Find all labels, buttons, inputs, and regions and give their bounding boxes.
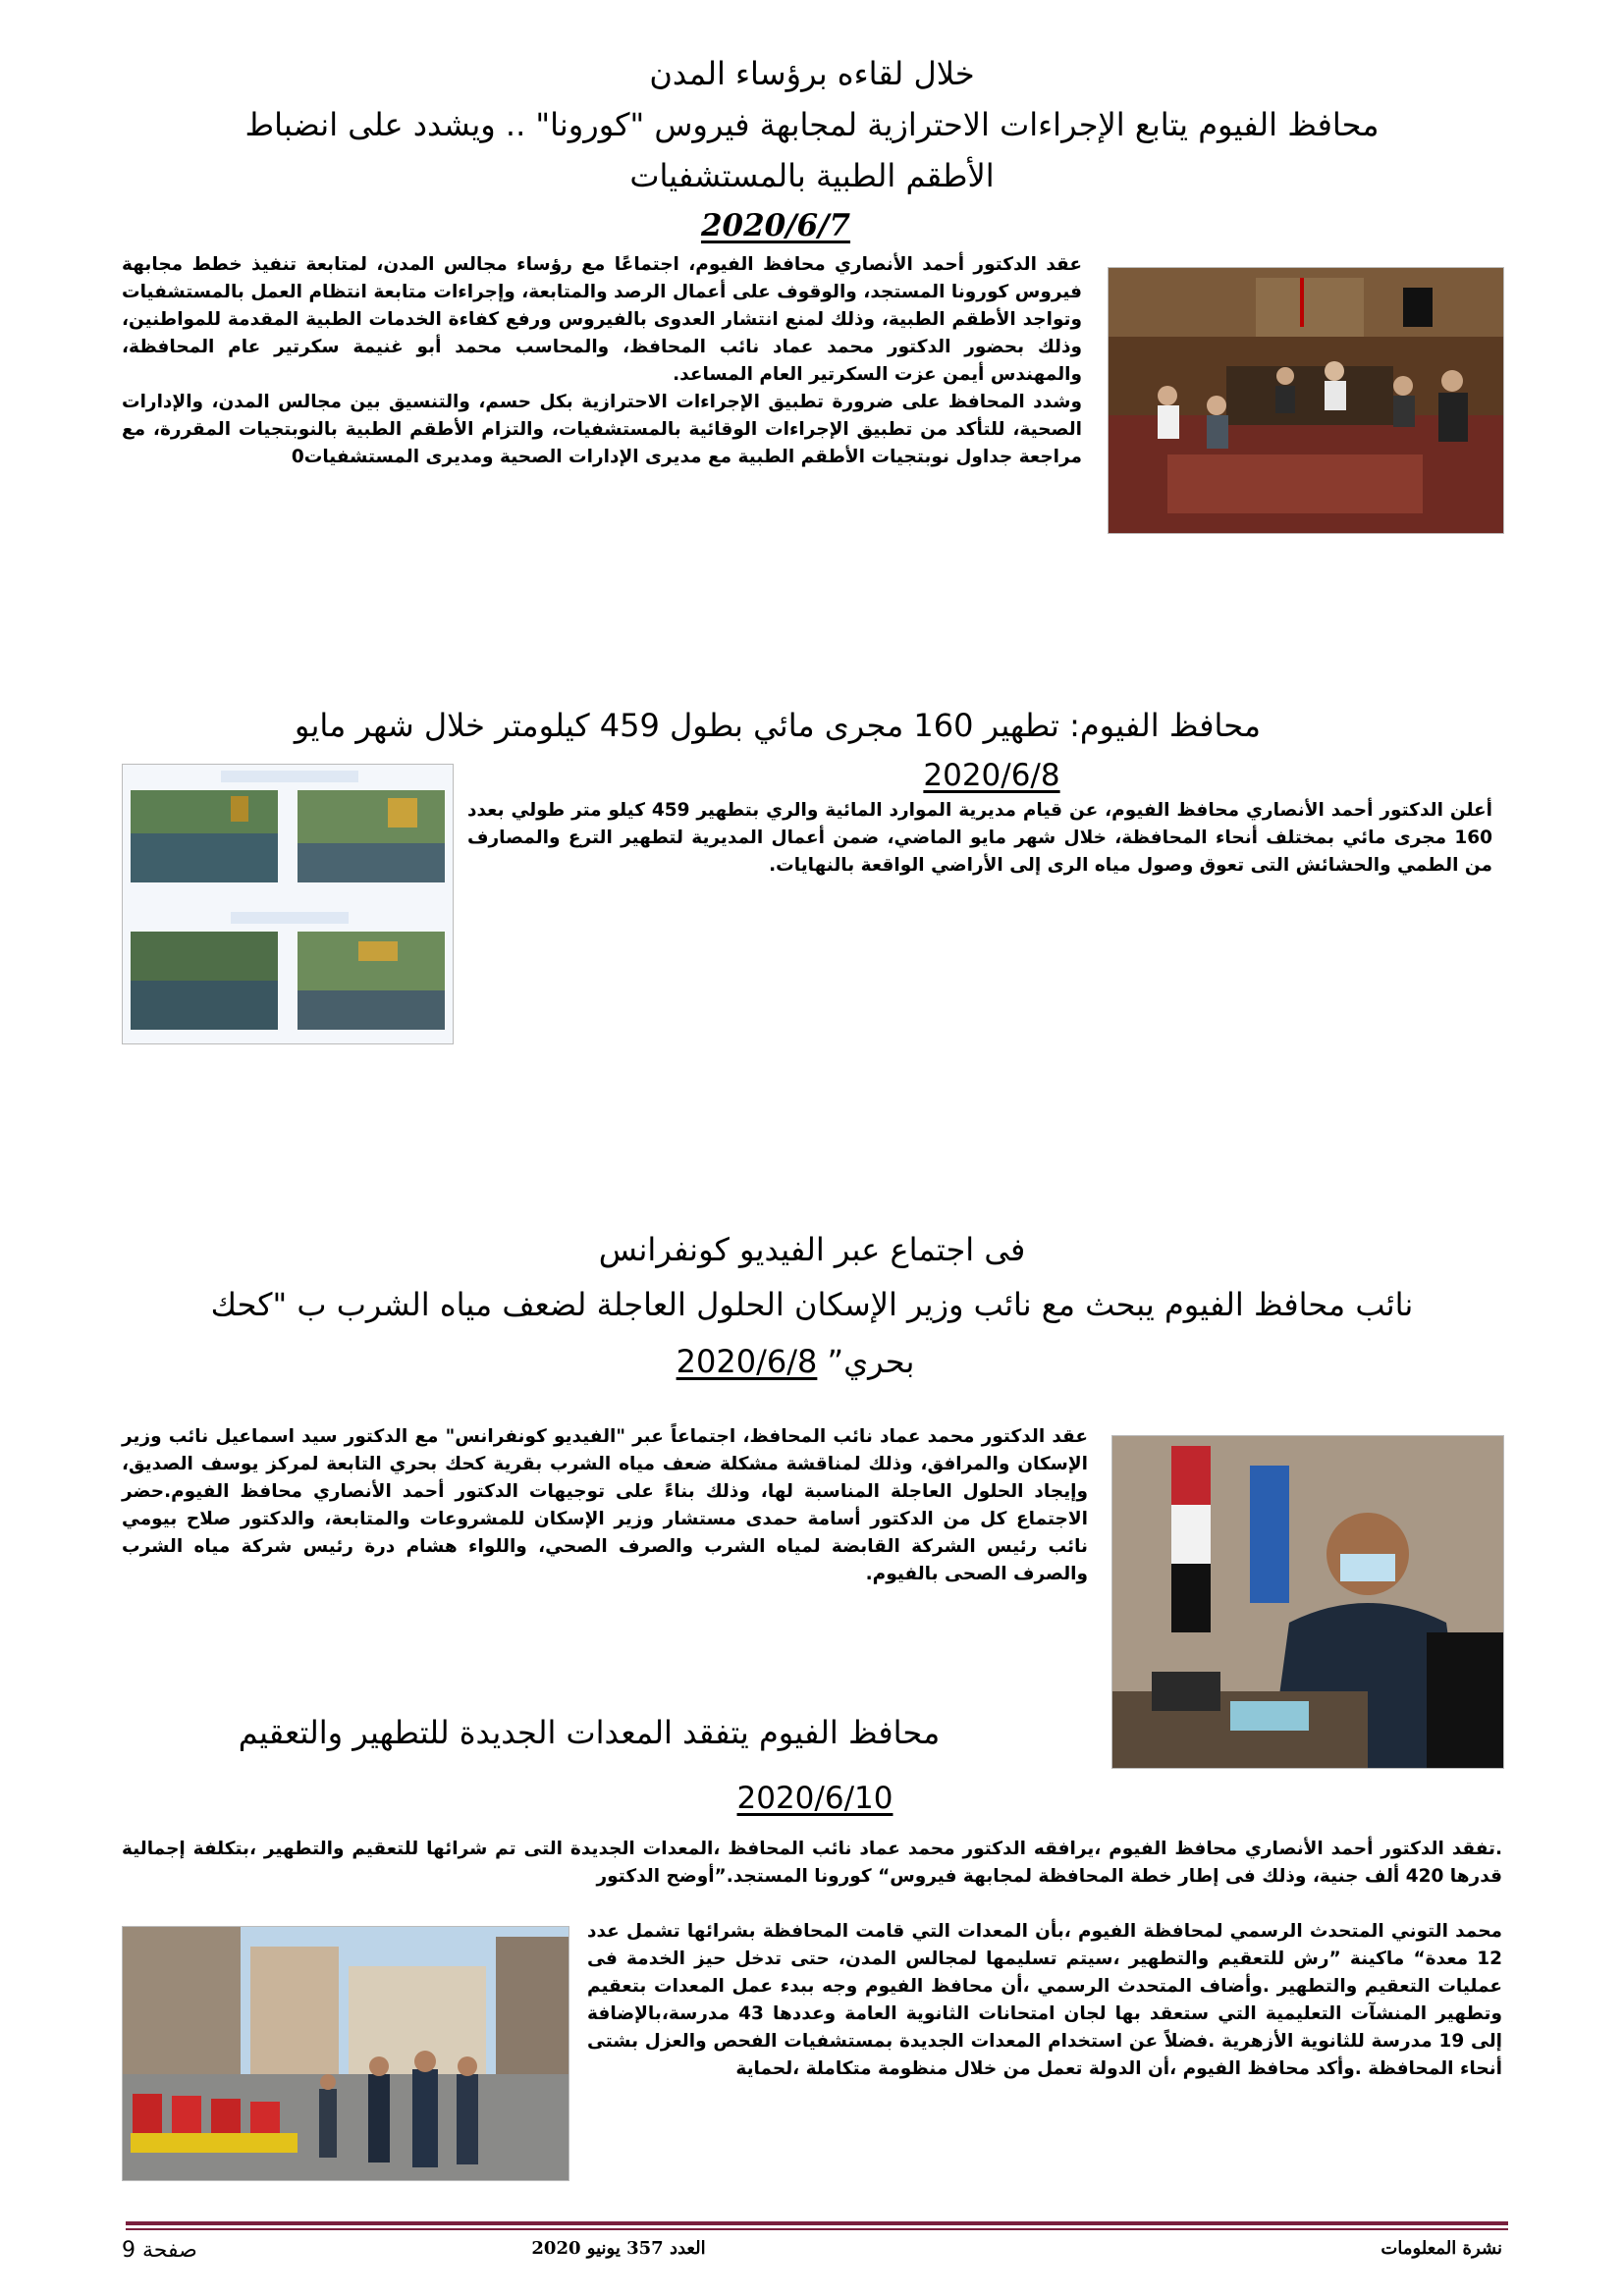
article4-body-top — [122, 1836, 1502, 1891]
article4-date: 2020/6/10 — [736, 1781, 893, 1816]
footer-page: صفحة 9 — [122, 2238, 197, 2263]
article1-kicker: خلال لقاءه برؤساء المدن — [649, 55, 975, 92]
meeting-photo — [1108, 267, 1504, 534]
article3-headline-prefix: بحري” — [827, 1343, 915, 1380]
footer-rule-thick — [126, 2221, 1508, 2225]
equipment-inspection-photo — [122, 1926, 569, 2181]
article3-headline-line2 — [589, 1339, 1001, 1384]
article2-body — [467, 797, 1492, 880]
footer-rule-thin — [126, 2228, 1508, 2230]
article1-headline-line1: محافظ الفيوم يتابع الإجراءات الاحترازية لمجابهة فيروس "كورونا" .. ويشدد على انضباط — [244, 106, 1380, 143]
article1-para2: وشدد المحافظ على ضرورة تطبيق الإجراءات الاحترازية بكل حسم، والتنسيق بين مجالس المدن، والإدارات الصحية، للتأكد من تطبيق الإجراءات الوقائية بالمستشفيات، والتزام الأطقم الطبية بالنوبتجيات المقررة، مع مراجعة جداول نوبتجيات الأطقم الطبية مع مديرى الإدارات الصحية ومديرى المستشفيات0 — [122, 392, 1082, 467]
footer-publication: نشرة المعلومات — [1380, 2238, 1502, 2259]
article1-para1: عقد الدكتور أحمد الأنصاري محافظ الفيوم، اجتماعًا مع رؤساء مجالس المدن، لمتابعة تنفيذ خطط مجابهة فيروس كورونا المستجد، والوقوف على أعمال الرصد والمتابعة، وإجراءات متابعة انتظام العمل بالمستشفيات وتواجد الأطقم الطبية، وذلك لمنع انتشار العدوى بالفيروس ورفع كفاءة الخدمات الطبية المقدمة للمواطنين، وذلك بحضور الدكتور محمد عماد نائب المحافظ، والمحاسب محمد أبو غنيمة سكرتير عام المحافظة، والمهندس أيمن عزت السكرتير العام المساعد. — [122, 254, 1082, 385]
article4-para-top: .تفقد الدكتور أحمد الأنصاري محافظ الفيوم ،يرافقه الدكتور محمد عماد نائب المحافظ ،المعدات الجديدة التى تم شرائها للتعقيم والتطهير ،بتكلفة إجمالية قدرها 420 ألف جنية، وذلك فى إطار خطة المحافظة لمجابهة فيروس“ كورونا المستجد.”أوضح الدكتور — [122, 1839, 1502, 1887]
article3-body — [122, 1423, 1088, 1588]
article1-date: 2020/6/7 — [700, 208, 851, 243]
article4-para-side: محمد التوني المتحدث الرسمي لمحافظة الفيوم ،بأن المعدات التي قامت المحافظة بشرائها تشمل عدد 12 معدة“ ماكينة ”رش للتعقيم والتطهير ،سيتم تسليمها لمجالس المدن، حتى تدخل حيز الخدمة فى عمليات التعقيم والتطهير .وأضاف المتحدث الرسمي ،أن محافظ الفيوم وجه ببدء عمل المعدات بتعقيم وتطهير المنشآت التعليمية التي ستعقد بها لجان امتحانات الثانوية العامة وعددها 43 مدرسة،بالإضافة إلى 19 مدرسة للثانوية الأزهرية .فضلاً عن استخدام المعدات الجديدة بمستشفيات الفحص والعزل بشتى أنحاء المحافظة .وأكد محافظ الفيوم ،أن الدولة تعمل من خلال منظومة متكاملة ،لحماية — [587, 1921, 1502, 2079]
article3-headline-line1: نائب محافظ الفيوم يبحث مع نائب وزير الإسكان الحلول العاجلة لضعف مياه الشرب ب "كحك — [210, 1286, 1414, 1323]
article3-para1: عقد الدكتور محمد عماد نائب المحافظ، اجتماعاً عبر "الفيديو كونفرانس" مع الدكتور سيد اسماعيل نائب وزير الإسكان والمرافق، وذلك لمناقشة مشكلة ضعف مياه الشرب بقرية كحك بحري التابعة لمركز يوسف الصديق، وإيجاد الحلول العاجلة المناسبة لها، وذلك بناءً على توجيهات الدكتور أحمد الأنصاري محافظ الفيوم.حضر الاجتماع كل من الدكتور أسامة حمدى مستشار وزير الإسكان للمشروعات والمتابعة، والدكتور صلاح بيومي نائب رئيس الشركة القابضة لمياه الشرب والصرف الصحي، واللواء هشام درة رئيس شركة مياه الشرب والصرف الصحى بالفيوم. — [122, 1426, 1088, 1584]
article1-body — [122, 251, 1082, 471]
article4-body-side — [587, 1918, 1502, 2083]
drainage-infographic — [122, 764, 454, 1044]
article4-headline: محافظ الفيوم يتفقد المعدات الجديدة للتطهير والتعقيم — [238, 1714, 941, 1751]
article3-date: 2020/6/8 — [676, 1343, 818, 1380]
article1-headline-line2: الأطقم الطبية بالمستشفيات — [629, 157, 995, 194]
article2-headline: محافظ الفيوم: تطهير 160 مجرى مائي بطول 459 كيلومتر خلال شهر مايو — [294, 707, 1262, 744]
footer-issue: العدد 357 يونيو 2020 — [531, 2238, 706, 2259]
article3-kicker: فى اجتماع عبر الفيديو كونفرانس — [598, 1231, 1026, 1268]
article2-para1: أعلن الدكتور أحمد الأنصاري محافظ الفيوم، عن قيام مديرية الموارد المائية والري بتطهير 459 كيلو متر طولي بعدد 160 مجرى مائي بمختلف أنحاء المحافظة، خلال شهر مايو الماضي، ضمن أعمال المديرية لتطهير الترع والمصارف من الطمي والحشائش التى تعوق وصول مياه الرى إلى الأراضي الواقعة بالنهايات. — [467, 800, 1493, 876]
article2-date: 2020/6/8 — [923, 758, 1060, 793]
video-conference-photo — [1111, 1435, 1504, 1769]
